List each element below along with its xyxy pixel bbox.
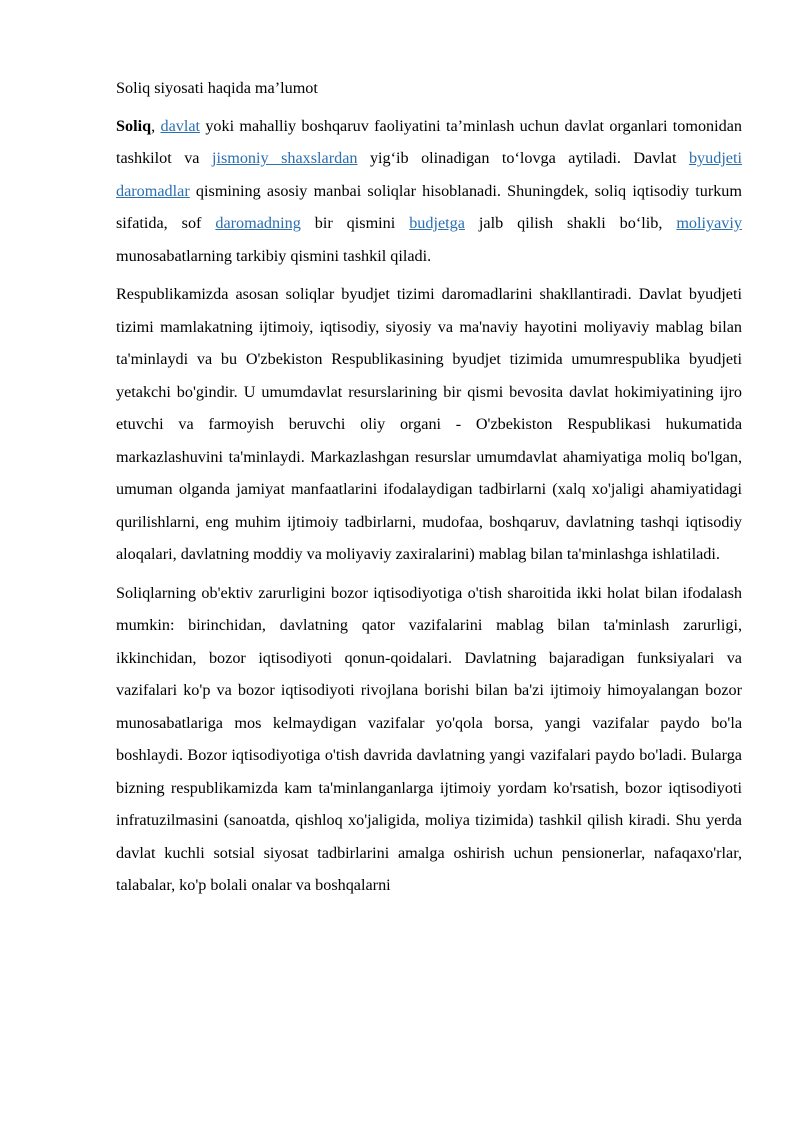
link-jismoniy-shaxslardan[interactable]: jismoniy shaxslardan [211,149,358,167]
text-run: jalb qilish shakli bo‘lib, [464,214,677,232]
paragraph-3: Soliqlarning ob'ektiv zarurligini bozor iqtisodiyotiga o'tish sharoitida ikki holat bilan ifodalash mumkin: birinchidan, davlatning qator vazifalarini mablag bilan ta'minlash zarurligi, ikkinchidan, bozor iqtisodiyoti qonun-qoidalari. Davlatning bajaradigan funksiyalari va vazifalari ko'p va bozor iqtisodiyoti rivojlana borishi bilan ba'zi ijtimoiy himoyalangan bozor munosabatlariga mos kelmaydigan vazifalar yo'qola borsa, yangi vazifalar paydo bo'la boshlaydi. Bozor iqtisodiyotiga o'tish davrida davlatning yangi vazifalari paydo bo'ladi. Bularga bizning respublikamizda kam ta'minlanganlarga ijtimoiy yordam ko'rsatish, bozor iqtisodiyoti infratuzilmasini (sanoatda, qishloq xo'jaligida, moliya tizimida) tashkil qilish kiradi. Shu yerda davlat kuchli sotsial siyosat tadbirlarini amalga oshirish uchun pensionerlar, nafaqaxo'rlar, talabalar, ko'p bolali onalar va boshqalarni [116,583,742,894]
text-run: qismining asosiy manbai soliqlar hisoblanadi. Shuningdek, soliq iqtisodiy turkum sifatida, sof [116,181,742,232]
text-run: yig‘ib olinadigan to‘lovga aytiladi. Davlat [357,149,689,167]
paragraph-1 [116,110,742,273]
link-davlat[interactable]: davlat [160,116,201,135]
link-moliyaviy[interactable]: moliyaviy [676,214,742,232]
link-byudjeti[interactable]: byudjeti [688,149,742,167]
text-run: , [151,116,161,135]
text-run: munosabatlarning tarkibiy qismini tashkil qiladi. [116,246,432,265]
link-budjetga[interactable]: budjetga [409,214,465,232]
link-daromadlar[interactable]: daromadlar [116,181,190,200]
text-run: bir qismini [300,214,410,232]
document-page [116,72,742,908]
paragraph-2: Respublikamizda asosan soliqlar byudjet tizimi daromadlarini shakllantiradi. Davlat byudjeti tizimi mamlakatning ijtimoiy, iqtisodiy, siyosiy va ma'naviy hayotini moliyaviy mablag bilan ta'minlaydi va bu O'zbekiston Respublikasining byudjet tizimida umumrespublika byudjeti yetakchi bo'gindir. U umumdavlat resurslarining bir qismi bevosita davlat hokimiyatining ijro etuvchi va farmoyish beruvchi oliy organi - O'zbekiston Respublikasi hukumatida markazlashuvini ta'minlaydi. Markazlashgan resurslar umumdavlat ahamiyatiga moliq bo'lgan, umuman olganda jamiyat manfaatlarini ifodalaydigan tadbirlarni (xalq xo'jaligi ahamiyatidagi qurilishlarni, eng muhim ijtimoiy tadbirlarni, mudofaa, boshqaruv, davlatning tashqi iqtisodiy aloqalari, davlatning moddiy va moliyaviy zaxiralarini) mablag bilan ta'minlashga ishlatiladi. [116,285,742,563]
document-title: Soliq siyosati haqida ma’lumot [116,79,318,97]
link-daromadning[interactable]: daromadning [215,214,301,232]
term-bold: Soliq [116,116,152,135]
text-run: yoki mahalliy boshqaruv faoliyatini ta’minlash uchun davlat organlari tomonidan tashkilot va [116,116,743,167]
